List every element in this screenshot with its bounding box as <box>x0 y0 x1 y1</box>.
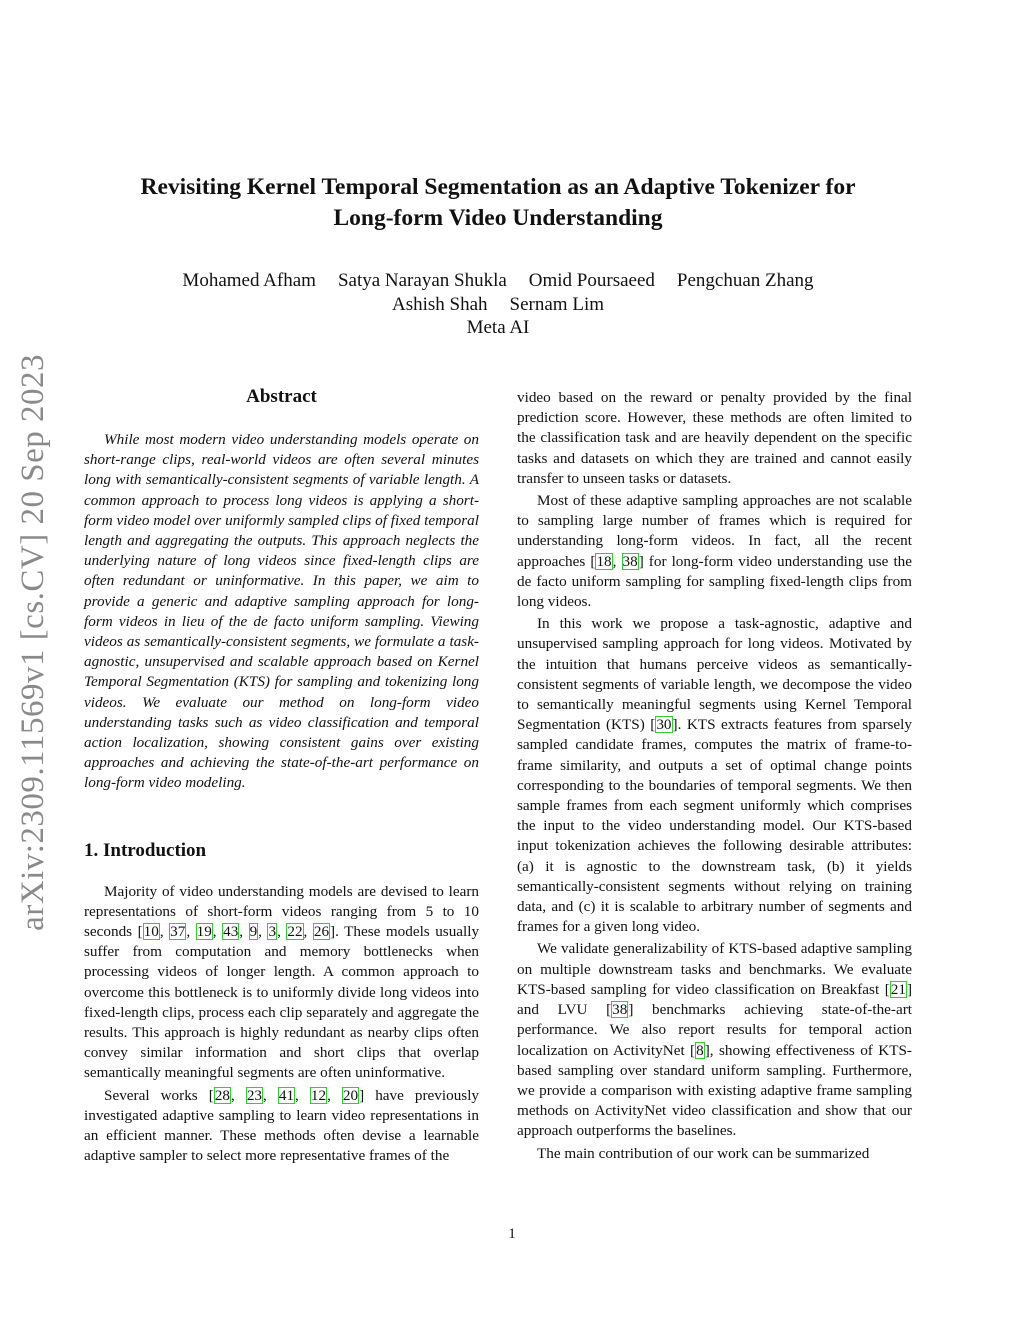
title-line-2: Long-form Video Understanding <box>333 205 663 231</box>
author-line-1 <box>100 269 896 293</box>
abstract-heading: Abstract <box>246 386 317 407</box>
paper-title <box>100 172 896 234</box>
author-name: Sernam Lim <box>509 293 604 315</box>
citation-link[interactable]: 19 <box>196 923 212 941</box>
right-paragraph-2 <box>517 614 912 937</box>
abstract-text: While most modern video understanding models operate on short-range clips, real-world videos are often several minutes long with semantically-consistent segments of variable length. A common approach to process long videos is applying a short-form video model over uniformly sampled clips of fixed temporal length and aggregating the outputs. This approach neglects the underlying nature of long videos since fixed-length clips are often redundant or uninformative. In this paper, we aim to provide a generic and adaptive sampling approach for long-form videos in lieu of the de facto uniform sampling. Viewing videos as semantically-consistent segments, we formulate a task-agnostic, unsupervised and scalable approach based on Kernel Temporal Segmentation (KTS) for sampling and tokenizing long videos. We evaluate our method on long-form video understanding tasks such as video classification and temporal action localization, showing consistent gains over existing approaches and achieving the state-of-the-art performance on long-form video modeling. <box>84 431 479 792</box>
citation-link[interactable]: 41 <box>278 1086 295 1104</box>
intro-paragraph-1: Majority of video understanding models are devised to learn representations of short-form videos ranging from 5 to 10 seconds [10, 37, 19, 43, 9, 3, 22, 26]. These models usually suffer from computation and memory bottlenecks when processing videos of longer length. A common approach to overcome this bottleneck is to uniformly divide long videos into fixed-length clips, process each clip separately and aggregate the results. This approach is highly redundant as nearby clips often convey similar information and short clips that overlap semantically meaningful segments are often uninformative. <box>84 882 480 1082</box>
citation-link[interactable]: 18 <box>596 552 612 570</box>
citation-link[interactable]: 10 <box>143 923 159 941</box>
right-paragraph-4: The main contribution of our work can be summarized <box>537 1144 870 1162</box>
arxiv-identifier-text: arXiv:2309.11569v1 [cs.CV] 20 Sep 2023 <box>14 354 51 931</box>
citation-link[interactable]: 37 <box>170 923 186 941</box>
paragraph-text: In this work we propose a task-agnostic, adaptive and unsupervised sampling approach for long videos. Motivated by the intuition that humans perceive videos as semantically-consistent segments of variable length, we decompose the video to semantically meaningful segments using Kernel Temporal Segmentation (KTS) [ <box>517 615 912 734</box>
right-paragraph-3 <box>517 939 912 1141</box>
citation-link[interactable]: 30 <box>656 716 672 734</box>
author-name: Ashish Shah <box>392 293 488 315</box>
paragraph-text: ]. These models usually suffer from computation and memory bottlenecks when processing videos of longer length. A common approach to overcome this bottleneck is to uniformly divide long videos into fixed-length clips, process each clip separately and aggregate the results. This approach is highly redundant as nearby clips often convey similar information and short clips that overlap semantically meaningful segments are often uninformative. <box>84 923 480 1082</box>
author-name: Mohamed Afham <box>182 270 316 291</box>
author-block <box>100 269 896 340</box>
citation-link[interactable]: 38 <box>612 1001 628 1019</box>
author-name: Satya Narayan Shukla <box>337 270 507 291</box>
citation-link[interactable]: 20 <box>342 1086 359 1104</box>
author-line-2 <box>100 293 896 317</box>
citation-link[interactable]: 22 <box>287 923 303 941</box>
citation-link[interactable]: 23 <box>246 1086 263 1104</box>
paragraph-text: Most of these adaptive sampling approaches are not scalable to sampling large number of frames which is required for understanding long-form videos. In fact, all the recent approaches [ <box>517 492 912 570</box>
paragraph-text: ] have previously investigated adaptive sampling to learn video representations in an efficient manner. These methods often devise a learnable adaptive sampler to select more representative frames of the <box>84 1086 480 1165</box>
citation-link[interactable]: 3 <box>268 923 277 941</box>
page-number: 1 <box>508 1226 516 1242</box>
introduction-heading: 1. Introduction <box>84 839 207 861</box>
citation-link[interactable]: 21 <box>890 980 906 998</box>
citation-link[interactable]: 38 <box>622 552 638 570</box>
paragraph-text: ]. KTS extracts features from sparsely sampled candidate frames, computes the matrix of frame-to-frame similarity, and outputs a set of optimal change points corresponding to the boundaries of temporal segments. We then sample frames from each segment uniformly which comprises the input to the video understanding model. Our KTS-based input tokenization achieves the following desirable attributes: (a) it is agnostic to the downstream task, (b) it yields semantically-consistent segments without relying on training data, and (c) it is scalable to arbitrary number of segments and frames for a given long video. <box>517 716 912 936</box>
citation-link[interactable]: 8 <box>696 1041 704 1059</box>
paragraph-text: Several works [ <box>104 1086 214 1104</box>
citation-link[interactable]: 26 <box>313 923 330 941</box>
arxiv-identifier <box>2 350 64 935</box>
right-paragraph-0: video based on the reward or penalty provided by the final prediction score. However, these methods are often limited to the classification task and are heavily dependent on the specific tasks and datasets on which they are trained and cannot easily transfer to unseen tasks or datasets. <box>517 389 912 487</box>
right-column <box>517 388 912 1164</box>
intro-paragraph-2: Several works [28, 23, 41, 12, 20] have previously investigated adaptive sampling to learn video representations in an efficient manner. These methods often devise a learnable adaptive sampler to select more representative frames of the <box>84 1086 480 1165</box>
left-column <box>84 384 479 1167</box>
citation-link[interactable]: 9 <box>249 923 258 941</box>
paragraph-text: ] and LVU [ <box>517 980 912 1019</box>
paragraph-text: Majority of video understanding models are devised to learn representations of short-form videos ranging from 5 to 10 seconds [ <box>84 882 479 941</box>
paragraph-text: ] for long-form video understanding use the de facto uniform sampling for sampling fixed-length clips from long videos. <box>517 552 913 611</box>
paragraph-text: We validate generalizability of KTS-based adaptive sampling on multiple downstream tasks and benchmarks. We evaluate KTS-based sampling for video classification on Breakfast [ <box>517 940 912 998</box>
affiliation: Meta AI <box>466 317 530 338</box>
paragraph-text: ] benchmarks achieving state-of-the-art performance. We also report results for temporal action localization on ActivityNet [ <box>517 1001 912 1059</box>
citation-link[interactable]: 28 <box>214 1086 230 1104</box>
citation-link[interactable]: 12 <box>310 1086 327 1104</box>
citation-link[interactable]: 43 <box>223 923 239 941</box>
author-name: Omid Poursaeed <box>528 270 655 291</box>
paragraph-text: ], showing effectiveness of KTS-based sampling over standard uniform sampling. Furthermore, we provide a comparison with existing adaptive frame sampling methods on ActivityNet video classification and show that our approach outperforms the baselines. <box>517 1041 912 1140</box>
author-name: Pengchuan Zhang <box>676 270 814 291</box>
right-paragraph-1: Most of these adaptive sampling approaches are not scalable to sampling large number of frames which is required for understanding long-form videos. In fact, all the recent approaches [18, 38] for long-form video understanding use the de facto uniform sampling for sampling fixed-length clips from long videos. <box>517 492 913 611</box>
title-line-1: Revisiting Kernel Temporal Segmentation as an Adaptive Tokenizer for <box>140 174 856 200</box>
